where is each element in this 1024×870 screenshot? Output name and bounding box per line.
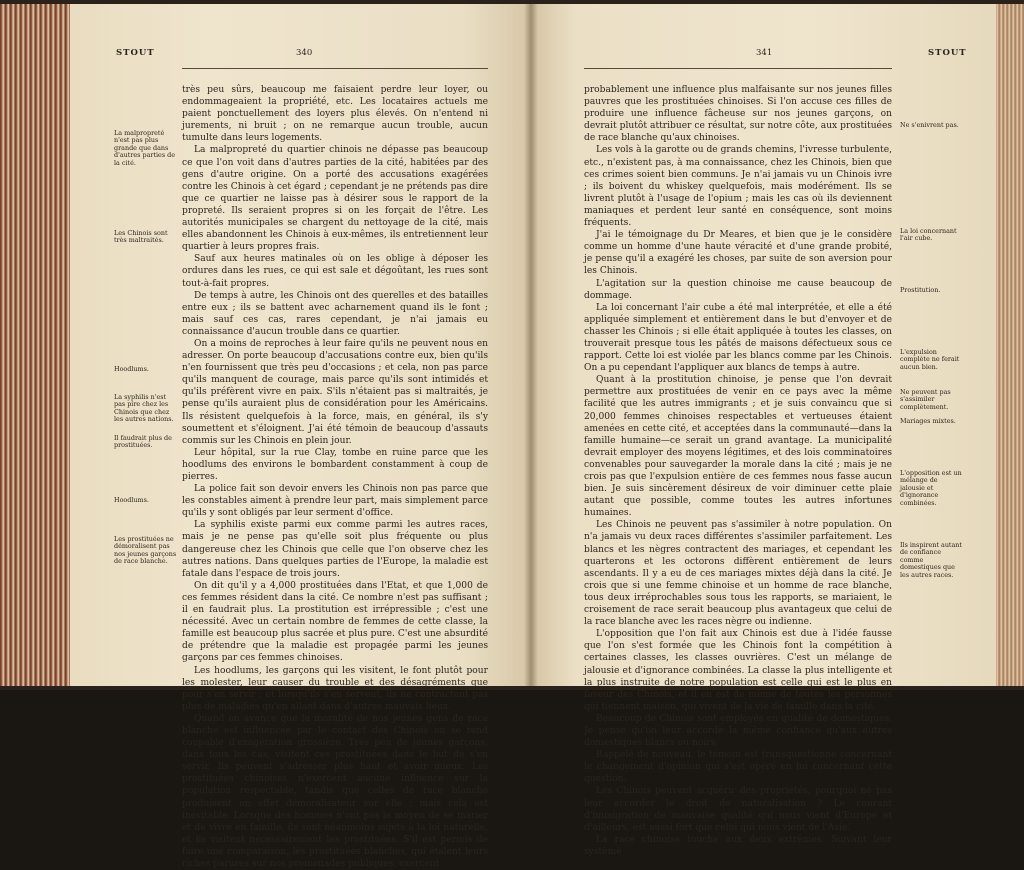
left-side-note: La malpropreté n'est pas plus grande que dans d'autres parties de la cité. [114, 129, 176, 167]
left-side-note: Il faudrait plus de prostituées. [114, 434, 172, 450]
paragraph: On dit qu'il y a 4,000 prostituées dans l'Etat, et que 1,000 de ces femmes résident dans la cité. Ce nombre n'est pas suffisant ; il en faudrait plus. La prostitution est irrépressible ; c'est une nécessité. Avec un certain nombre de femmes de cette classe, la famille est beaucoup plus sacrée et plus pure. C'est une absurdité de prétendre que la maladie est propagée parmi les jeunes garçons par ces femmes chinoises. [182, 580, 488, 664]
right-side-note: Prostitution. [900, 286, 941, 294]
right-body-text [584, 84, 892, 858]
paragraph: L'opposition que l'on fait aux Chinois est due à l'idée fausse que l'on s'est formée que les Chinois font la compétition à certaines classes, les classes ouvrières. C'est un mélange de jalousie et d'ignorance combinées. La classe la plus intelligente et la plus instruite de notre population est celle qui est le plus en faveur des Chinois, et il en est de même de toutes les personnes qui tiennent maison, qui vivent de la vie de famille dans la cité. [584, 629, 892, 712]
right-page-edges [996, 4, 1024, 686]
paragraph: probablement une influence plus malfaisante sur nos jeunes filles pauvres que les prostituées chinoises. Si l'on accuse ces filles de produire une influence fâcheuse sur nos jeunes garçons, on devrait plutôt attribuer ce résultat, sur notre côte, aux prostituées de race blanche qu'aux chinoises. [584, 85, 892, 144]
left-page-number: 340 [296, 48, 313, 58]
paragraph: La police fait son devoir envers les Chinois non pas parce que les constables aiment à prendre leur part, mais simplement parce qu'ils y sont obligés par leur serment d'office. [182, 484, 488, 519]
paragraph: La syphilis existe parmi eux comme parmi les autres races, mais je ne pense pas qu'elle soit plus fréquente ou plus dangereuse chez les Chinois que celle que l'on observe chez les autres nations. Dans quelques parties de l'Europe, la maladie est fatale dans l'espace de trois jours. [182, 520, 488, 579]
right-side-note: La loi concernant l'air cube. [900, 227, 957, 243]
paragraph: On a moins de reproches à leur faire qu'ils ne peuvent nous en adresser. On porte beaucoup d'accusations contre eux, bien qu'ils n'en fournissent que très peu d'occasions ; et cela, non pas parce qu'ils manquent de courage, mais parce qu'ils sont intimidés et qu'ils préfèrent vivre en paix. S'ils n'étaient pas si maltraités, je pense qu'ils auraient plus de considération pour les Américains. Ils résistent quelquefois à la force, mais, en général, ils s'y soumettent et s'éloignent. J'ai été témoin de beaucoup d'assauts commis sur les Chinois en plein jour. [182, 338, 488, 446]
paragraph: très peu sûrs, beaucoup me faisaient perdre leur loyer, ou endommageaient la propriété, etc. Les locataires actuels me paient ponctuellement des loyers plus élevés. On n'entend ni jurements, ni bruit ; on ne remarque aucun trouble, aucun tumulte dans leurs logements. [182, 85, 488, 144]
paragraph: Beaucoup de Chinois sont employés en qualité de domestiques. Je pense qu'on leur accorde la même confiance qu'aux autres domestiques blancs ou noirs. [584, 713, 892, 749]
right-side-note: L'opposition est un mélange de jalousie et d'ignorance combinées. [900, 469, 962, 507]
paragraph: La malpropreté du quartier chinois ne dépasse pas beaucoup ce que l'on voit dans d'autres parties de la cité, habitées par des gens d'autre origine. On a porté des accusations exagérées contre les Chinois à cet égard ; cependant je ne prétends pas dire que ce quartier ne laisse pas à désirer sous le rapport de la propreté. Ils seraient propres si on les forçait de l'être. Les autorités municipales se chargent du nettoyage de la cité, mais elles abandonnent les Chinois à eux-mêmes, ils entretiennent leur quartier à leurs propres frais. [182, 145, 488, 253]
paragraph: La loi concernant l'air cube a été mal interprétée, et elle a été appliquée simplement et entièrement dans le but d'envoyer et de chasser les Chinois ; si elle était appliquée à toutes les classes, on trouverait presque tous les pâtés de maisons défectueux sous ce rapport. Cette loi est violée par les blancs comme par les Chinois. On a pu cependant l'appliquer aux blancs de temps à autre. [584, 302, 892, 374]
right-header-rule [584, 68, 892, 69]
left-page [70, 4, 530, 869]
right-page-number: 341 [756, 48, 773, 58]
left-header-rule [182, 68, 488, 69]
left-side-note: Hoodlums. [114, 496, 149, 504]
paragraph: La race chinoise touche aux deux extrêmes. Suivant leur système [584, 834, 892, 857]
right-side-note: Ils inspirent autant de confiance comme domestiques que les autres races. [900, 541, 962, 579]
left-page-edges [0, 4, 70, 686]
book-gutter [524, 4, 538, 686]
left-side-note: Les prostituées ne démoralisent pas nos jeunes garçons de race blanche. [114, 535, 177, 566]
right-side-note: Mariages mixtes. [900, 417, 956, 425]
paragraph: Leur hôpital, sur la rue Clay, tombe en ruine parce que les hoodlums des environs le bombardent constamment à coup de pierres. [182, 447, 488, 482]
paragraph: Rappelé de nouveau, le témoin est transquestionné concernant le changement d'opinion qui s'est opéré en lui concernant cette question. [584, 750, 892, 785]
left-running-head: STOUT [116, 48, 155, 58]
paragraph: J'ai le témoignage du Dr Meares, et bien que je le considère comme un homme d'une haute véracité et d'une grande probité, je pense qu'il a exagéré les choses, par suite de son aversion pour les Chinois. [584, 230, 892, 277]
paragraph: Les vols à la garotte ou de grands chemins, l'ivresse turbulente, etc., n'existent pas, à ma connaissance, chez les Chinois, bien que ces crimes soient bien communs. Je n'ai jamais vu un Chinois ivre ; ils boivent du whiskey quelquefois, mais modérément. Ils se livrent plutôt à l'usage de l'opium ; mais les cas où ils deviennent maniaques et perdent leur santé en conséquence, sont moins fréquents. [584, 145, 892, 229]
right-page [530, 4, 996, 857]
paragraph: Sauf aux heures matinales où on les oblige à déposer les ordures dans les rues, ce qui est sale et dégoûtant, les rues sont tout-à-fait propres. [182, 254, 488, 289]
paragraph: Quant à la prostitution chinoise, je pense que l'on devrait permettre aux prostituées de venir en ce pays avec la même facilité que les autres immigrants ; et je suis convaincu que si 20,000 femmes chinoises respectables et vertueuses étaient amenées en cette cité, et acceptées dans la communauté—dans la famille humaine—ce serait un grand avantage. La municipalité devrait employer des moyens légitimes, et des lois comminatoires convenables pour sauvegarder la morale dans la cité ; mais je ne crois pas que l'expulsion entière de ces femmes nous fasse aucun bien. Je suis sincèrement désireux de voir diminuer cette plaie autant que possible, comme toutes les autres infortunes humaines. [584, 375, 892, 519]
paragraph: Les Chinois ne peuvent pas s'assimiler à notre population. On n'a jamais vu deux races différentes s'assimiler parfaitement. Les blancs et les nègres contractent des mariages, et cependant les quarterons et les octorons diffèrent entièrement de leurs ascendants. Il y a eu de ces mariages mixtes déjà dans la cité. Je crois que si une femme chinoise et un homme de race blanche, tous deux irréprochables sous tous les rapports, se mariaient, le croisement de race serait beaucoup plus avantageux que celui de la race blanche avec les races nègre ou indienne. [584, 520, 892, 628]
left-side-note: Les Chinois sont très maltraités. [114, 229, 168, 245]
right-side-note: L'expulsion complète ne ferait aucun bien. [900, 348, 960, 371]
right-running-head: STOUT [928, 48, 967, 58]
left-side-note: La syphilis n'est pas pire chez les Chinois que chez les autres nations. [114, 393, 174, 424]
paragraph: De temps à autre, les Chinois ont des querelles et des batailles entre eux ; ils se battent avec acharnement quand ils le font ; mais sauf ces cas, rares cependant, je n'ai jamais eu connaissance d'aucun trouble dans ce quartier. [182, 290, 488, 337]
right-side-note: Ne s'enivrent pas. [900, 121, 959, 129]
paragraph: Les Chinois peuvent acquérir des propriétés, pourquoi ne pas leur accorder le droit de naturalisation ? Le courant d'immigration de mauvaise qualité qui nous vient d'Europe et d'ailleurs, est aussi fort que celui qui nous vient de l'Asie. [584, 786, 892, 833]
left-body-text [182, 84, 488, 870]
paragraph: L'agitation sur la question chinoise me cause beaucoup de dommage. [584, 278, 892, 301]
paragraph: Les hoodlums, les garçons qui les visitent, le font plutôt pour les molester, leur causer du trouble et des désagréments que pour s'en servir ; et lorsqu'ils s'en servent, ils ne contractent pas plus de maladies qu'en allant dans d'autres mauvais lieux. [182, 665, 488, 712]
paragraph: Quand on avance que la moralité de nos jeunes gens de race blanche est influencée par le contact des Chinois on se rend coupable d'exagération grossière. Très peu de jeunes garçons, dans tous les cas, visitent ces prostituées dans le but de s'en servir. Ils peuvent s'adresser plus haut et avoir mieux. Les prostituées chinoises n'exercent aucune influence sur la population respectable, tandis que celles de race blanche produisent un effet démoralisateur sur elle ; mais cela est inévitable. Lorsque des hommes n'ont pas le moyen de se marier et de vivre en famille, ils sont néanmoins sujets à la loi naturelle, et ils visitent nécessairement les prostituées. S'il est permis de faire une comparaison, les prostituées blanches, qui étalent leurs riches parures sur nos promenades publiques, exercent [182, 713, 488, 869]
right-side-note: Ne peuvent pas s'assimiler complètement. [900, 388, 951, 411]
left-side-note: Hoodlums. [114, 365, 149, 373]
